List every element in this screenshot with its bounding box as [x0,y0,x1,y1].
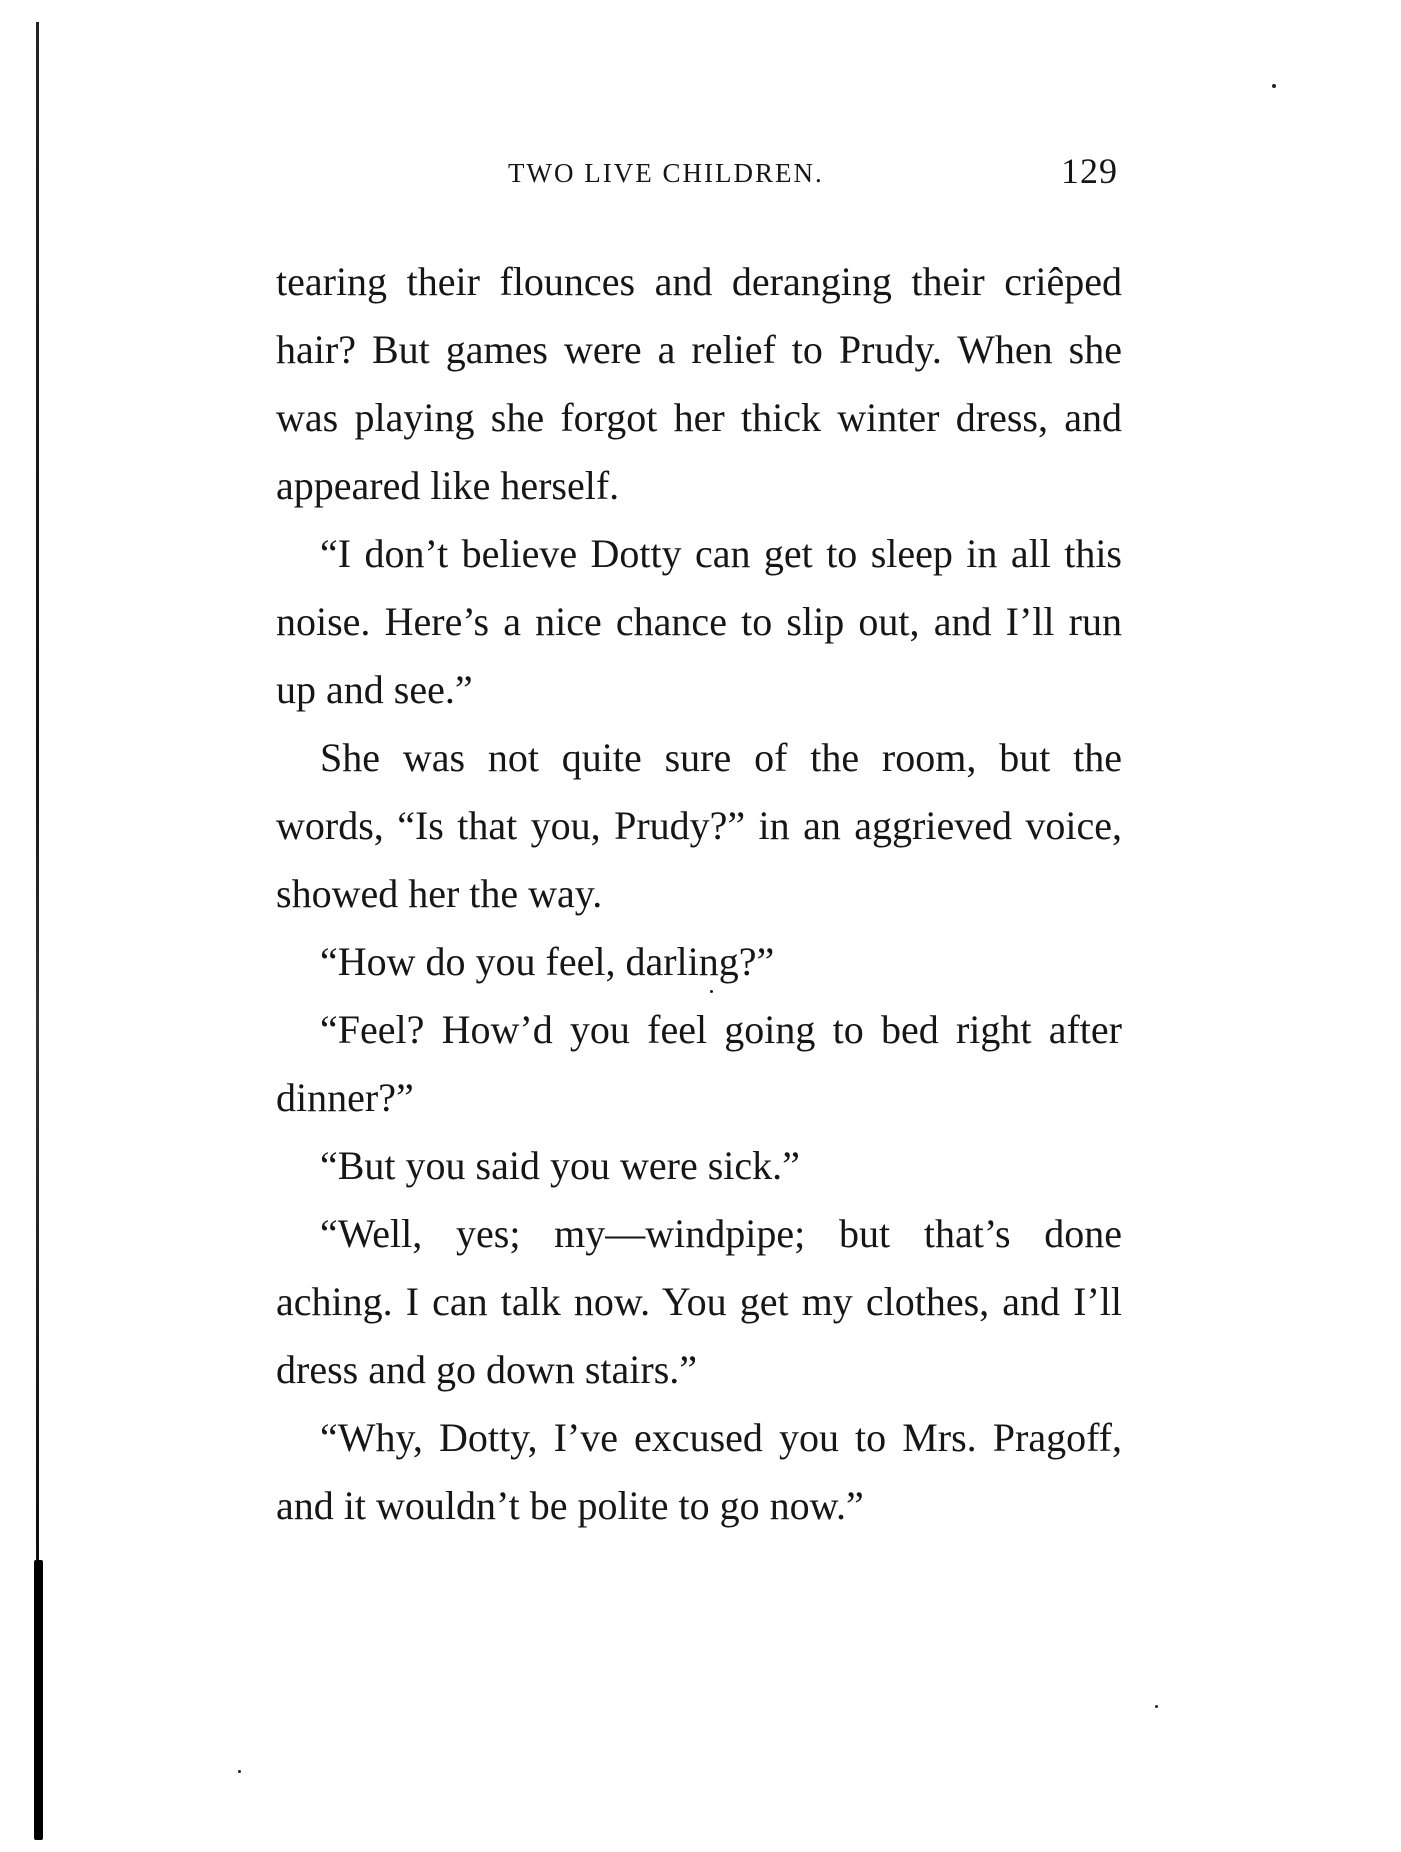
paragraph: “Well, yes; my—windpipe; but that’s done aching. I can talk now. You get my clothes, and I’ll dress and go down stairs.” [276,1211,1122,1392]
paragraph: “How do you feel, darling?” [320,939,775,984]
ink-speck [1155,1705,1158,1708]
paragraph: She was not quite sure of the room, but the words, “Is that you, Prudy?” in an aggrieved voice, showed her the way. [276,735,1122,916]
page-header [280,150,1122,200]
paragraph: tearing their flounces and deranging their criêped hair? But games were a relief to Prudy. When she was playing she forgot her thick winter dress, and appeared like herself. [276,259,1122,508]
paragraph: “But you said you were sick.” [320,1143,800,1188]
paragraph: “Feel? How’d you feel going to bed right after dinner?” [276,1007,1122,1120]
paragraph: “Why, Dotty, I’ve excused you to Mrs. Pragoff, and it wouldn’t be polite to go now.” [276,1415,1122,1528]
running-head: TWO LIVE CHILDREN. [508,158,824,188]
ink-speck [238,1770,241,1773]
paragraph: “I don’t believe Dotty can get to sleep in all this noise. Here’s a nice chance to slip out, and I’ll run up and see.” [276,531,1122,712]
ink-speck [1272,84,1276,88]
page-number: 129 [1061,151,1118,191]
binding-edge-shadow [34,1560,43,1840]
body-text [276,248,1122,1540]
